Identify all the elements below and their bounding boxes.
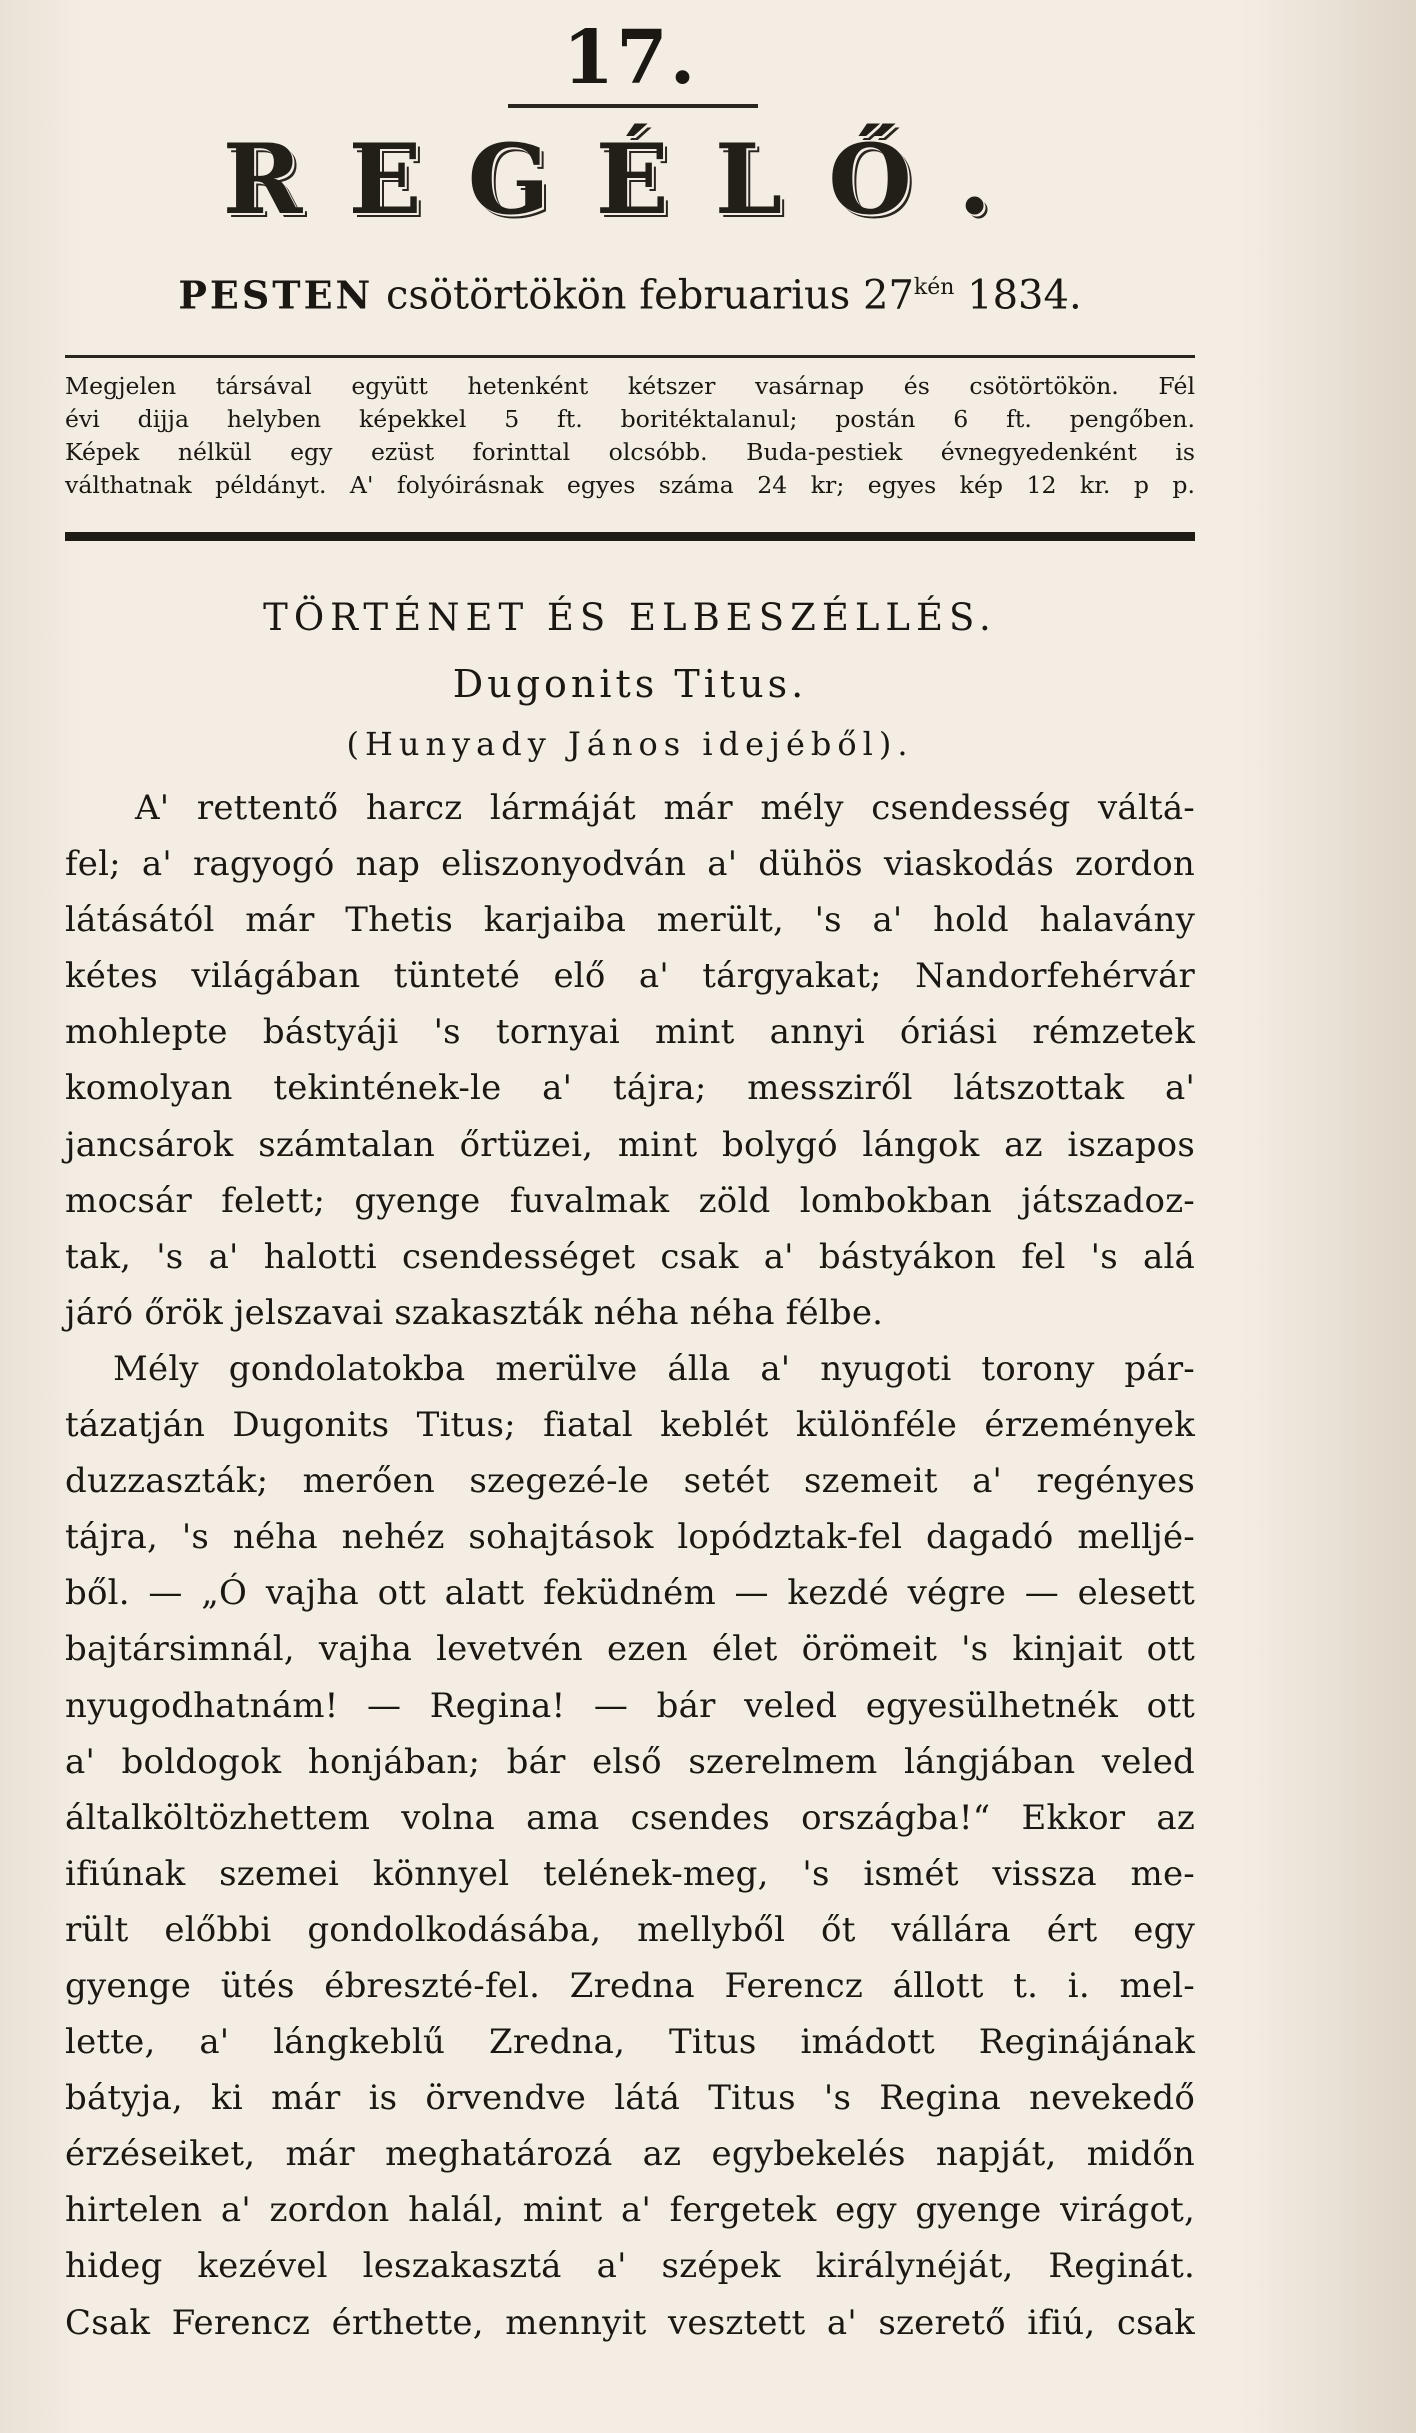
body-line: ifiúnak szemei könnyel telének-meg, 's ismét vissza me- <box>65 1853 1195 1894</box>
body-line: Mély gondolatokba merülve álla a' nyugoti torony pár- <box>113 1348 1195 1389</box>
body-line: hideg kezével leszakasztá a' szépek királynéját, Reginát. <box>65 2246 1195 2287</box>
body-line: lette, a' lángkeblű Zredna, Titus imádott Reginájának <box>65 2022 1195 2063</box>
body-line: látásától már Thetis karjaiba merült, 's a' hold halavány <box>65 900 1195 941</box>
body-line: a' boldogok honjában; bár első szerelmem lángjában veled <box>65 1741 1195 1782</box>
dateline-year: 1834. <box>967 272 1082 319</box>
body-line: gyenge ütés ébreszté-fel. Zredna Ferencz állott t. i. mel- <box>65 1965 1195 2006</box>
body-line: érzéseiket, már meghatározá az egybekelés napját, midőn <box>65 2134 1195 2175</box>
body-line: tájra, 's néha nehéz sohajtások lopództak-fel dagadó melljé- <box>65 1517 1195 1558</box>
body-line: mocsár felett; gyenge fuvalmak zöld lombokban játszadoz- <box>65 1180 1195 1221</box>
page-edge-shadow <box>1236 0 1416 2433</box>
body-line: tak, 's a' halotti csendességet csak a' bástyákon fel 's alá <box>65 1236 1195 1277</box>
body-line: A' rettentő harcz lármáját már mély csendesség váltá- <box>135 788 1195 828</box>
body-line: járó őrök jelszavai szakaszták néha néha félbe. <box>65 1292 884 1333</box>
issue-underline <box>508 104 758 108</box>
body-line: általköltözhettem volna ama csendes országba!“ Ekkor az <box>65 1797 1195 1838</box>
rule-above-notice <box>65 355 1195 358</box>
body-line: kétes világában tünteté elő a' tárgyakat; Nandorfehérvár <box>65 956 1195 997</box>
body-line: mohlepte bástyáji 's tornyai mint annyi óriási rémzetek <box>65 1012 1195 1053</box>
story-title: Dugonits Titus. <box>452 662 808 706</box>
issue-number: 17. <box>562 15 698 101</box>
dateline-date: csötörtökön februarius 27 <box>386 272 914 319</box>
dateline-date-suffix: kén <box>913 275 955 300</box>
body-line: nyugodhatnám! — Regina! — bár veled egyesülhetnék ott <box>65 1685 1195 1726</box>
body-line: komolyan tekintének-le a' tájra; messziről látszottak a' <box>65 1068 1195 1109</box>
story-subtitle: (Hunyady János idejéből). <box>346 725 914 763</box>
body-line: bajtársimnál, vajha levetvén ezen élet örömeit 's kinjait ott <box>65 1629 1195 1670</box>
section-heading: TÖRTÉNET ÉS ELBESZÉLLÉS. <box>263 596 997 639</box>
body-line: ből. — „Ó vajha ott alatt feküdném — kezdé végre — elesett <box>65 1573 1195 1614</box>
masthead-title: REGÉLŐ. <box>222 123 1038 236</box>
body-line: Csak Ferencz érthette, mennyit vesztett a' szerető ifiú, csak <box>65 2302 1195 2343</box>
body-line: jancsárok számtalan őrtüzei, mint bolygó lángok az iszapos <box>65 1124 1195 1165</box>
notice-line: válthatnak példányt. A' folyóirásnak egyes száma 24 kr; egyes kép 12 kr. p p. <box>65 471 1195 499</box>
subscription-notice <box>65 370 1195 502</box>
notice-line: Megjelen társával együtt hetenként kétszer vasárnap és csötörtökön. Fél <box>65 372 1195 400</box>
body-line: rült előbbi gondolkodásába, mellyből őt vállára ért egy <box>65 1909 1195 1950</box>
dateline <box>65 262 1195 321</box>
body-line: tázatján Dugonits Titus; fiatal keblét különféle érzemények <box>65 1405 1195 1446</box>
body-line: fel; a' ragyogó nap eliszonyodván a' dühös viaskodás zordon <box>65 844 1195 885</box>
story-body <box>65 780 1195 2351</box>
rule-below-notice <box>65 532 1195 541</box>
notice-line: évi dijja helyben képekkel 5 ft. boritéktalanul; postán 6 ft. pengőben. <box>65 405 1195 433</box>
body-line: hirtelen a' zordon halál, mint a' fergetek egy gyenge virágot, <box>65 2190 1195 2231</box>
body-line: duzzaszták; merően szegezé-le setét szemeit a' regényes <box>65 1461 1195 1502</box>
notice-line: Képek nélkül egy ezüst forinttal olcsóbb. Buda-pestiek évnegyedenként is <box>65 438 1195 466</box>
dateline-city: PESTEN <box>178 272 374 318</box>
body-line: bátyja, ki már is örvendve látá Titus 's Regina nevekedő <box>65 2078 1195 2119</box>
